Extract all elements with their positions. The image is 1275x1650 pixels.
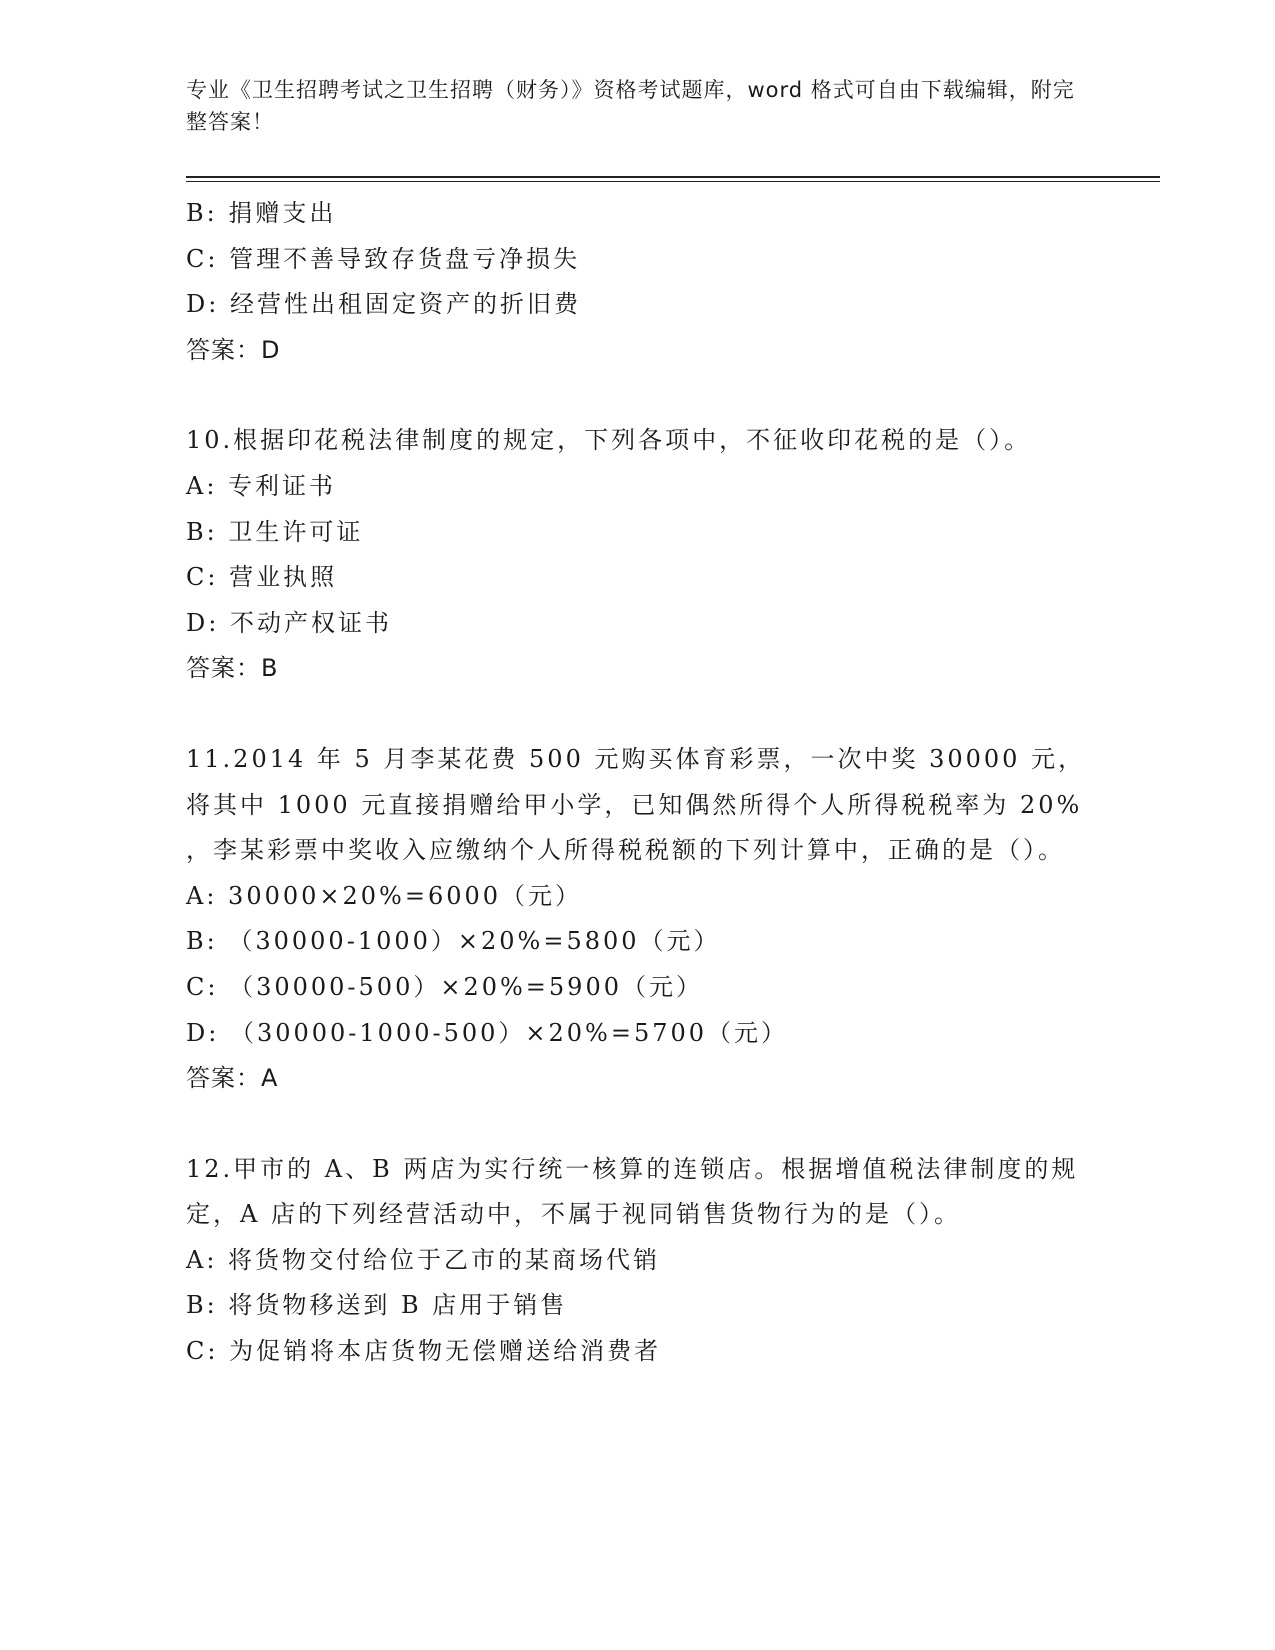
q9-option-b: B: 捐赠支出: [186, 199, 337, 227]
q10-option-a: A: 专利证书: [186, 471, 337, 500]
q10-option-c: C: 营业执照: [186, 563, 338, 592]
q11-option-d: D: （30000-1000-500）×20%=5700（元）: [186, 1018, 789, 1047]
q12-option-b: B: 将货物移送到 B 店用于销售: [186, 1291, 568, 1320]
q11-option-c: C: （30000-500）×20%=5900（元）: [186, 972, 703, 1001]
q9-option-d: D: 经营性出租固定资产的折旧费: [186, 290, 581, 319]
q12-stem: 12.甲市的 A、B 两店为实行统一核算的连锁店。根据增值税法律制度的规定，A 店的下列经营活动中，不属于视同销售货物行为的是（）。: [186, 1154, 1079, 1229]
header-divider-thin: [186, 181, 1160, 182]
header-divider-thick: [186, 176, 1160, 178]
q11-answer: 答案：A: [186, 1064, 279, 1093]
q10-stem: 10.根据印花税法律制度的规定，下列各项中，不征收印花税的是（）。: [186, 426, 1032, 455]
q10-option-d: D: 不动产权证书: [186, 608, 392, 637]
q12-option-a: A: 将货物交付给位于乙市的某商场代销: [186, 1245, 661, 1274]
q11-option-a: A: 30000×20%=6000（元）: [186, 881, 583, 910]
q12-option-c: C: 为促销将本店货物无偿赠送给消费者: [186, 1337, 662, 1366]
question-content: [186, 191, 1096, 1375]
q10-option-b: B: 卫生许可证: [186, 517, 364, 546]
q11-stem: 11.2014 年 5 月李某花费 500 元购买体育彩票，一次中奖 30000 元，将其中 1000 元直接捐赠给甲小学，已知偶然所得个人所得税税率为 20% ，李某彩票中奖收入应缴纳个人所得税税额的下列计算中，正确的是（）。: [186, 744, 1086, 865]
q9-option-c: C: 管理不善导致存货盘亏净损失: [186, 244, 581, 273]
q10-answer: 答案：B: [186, 654, 279, 683]
q11-option-b: B: （30000-1000）×20%=5800（元）: [186, 927, 721, 956]
document-header: 专业《卫生招聘考试之卫生招聘（财务）》资格考试题库，word 格式可自由下载编辑，附完整答案！: [186, 78, 1075, 134]
q9-answer: 答案：D: [186, 335, 281, 364]
